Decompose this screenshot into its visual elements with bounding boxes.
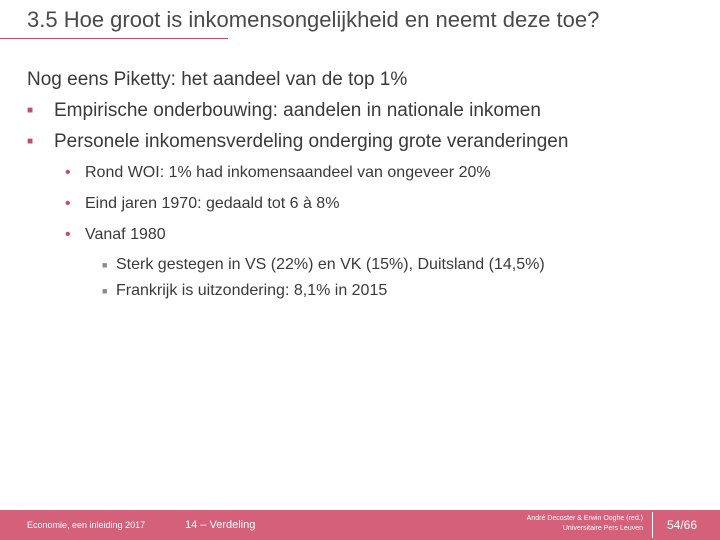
- dot-bullet-icon: •: [65, 195, 71, 212]
- slide-footer: [0, 510, 720, 540]
- footer-authors: [497, 514, 643, 534]
- sub-sub-bullet-text: Sterk gestegen in VS (22%) en VK (15%), Duitsland (14,5%): [116, 256, 545, 273]
- footer-publisher-line: Universitaire Pers Leuven: [562, 525, 643, 532]
- sub-sub-bullet-text: Frankrijk is uitzondering: 8,1% in 2015: [116, 282, 388, 299]
- sub-bullet-item: [27, 188, 707, 219]
- page-number: 54/66: [667, 518, 698, 532]
- sub-bullet-text: Eind jaren 1970: gedaald tot 6 à 8%: [85, 195, 340, 212]
- sub-sub-bullet-item: [27, 278, 707, 304]
- bullet-text: Personele inkomensverdeling onderging grote veranderingen: [54, 131, 569, 152]
- slide-content: [27, 64, 707, 304]
- sub-bullet-item: [27, 157, 707, 188]
- sub-bullet-text: Vanaf 1980: [85, 226, 166, 243]
- title-underline: [0, 38, 228, 39]
- bullet-item: [27, 95, 707, 126]
- footer-chapter: 14 – Verdeling: [185, 519, 256, 531]
- bullet-text: Empirische onderbouwing: aandelen in nationale inkomen: [54, 100, 541, 121]
- square-bullet-icon: ■: [27, 105, 34, 116]
- square-bullet-icon: ■: [27, 136, 34, 147]
- footer-divider: [652, 512, 653, 538]
- sub-sub-bullet-item: [27, 252, 707, 278]
- dot-bullet-icon: •: [65, 164, 71, 181]
- lead-text: Nog eens Piketty: het aandeel van de top 1%: [27, 69, 408, 90]
- footer-authors-line: André Decoster & Erwin Ooghe (red.): [526, 515, 643, 522]
- sub-bullet-item: [27, 219, 707, 250]
- sub-bullet-text: Rond WOI: 1% had inkomensaandeel van ongeveer 20%: [85, 164, 491, 181]
- bullet-item: [27, 126, 707, 157]
- footer-course-title: Economie, een inleiding 2017: [27, 520, 146, 530]
- slide-title: 3.5 Hoe groot is inkomensongelijkheid en neemt deze toe?: [27, 7, 600, 32]
- small-square-bullet-icon: ■: [102, 286, 108, 296]
- dot-bullet-icon: •: [65, 226, 71, 243]
- small-square-bullet-icon: ■: [102, 260, 108, 270]
